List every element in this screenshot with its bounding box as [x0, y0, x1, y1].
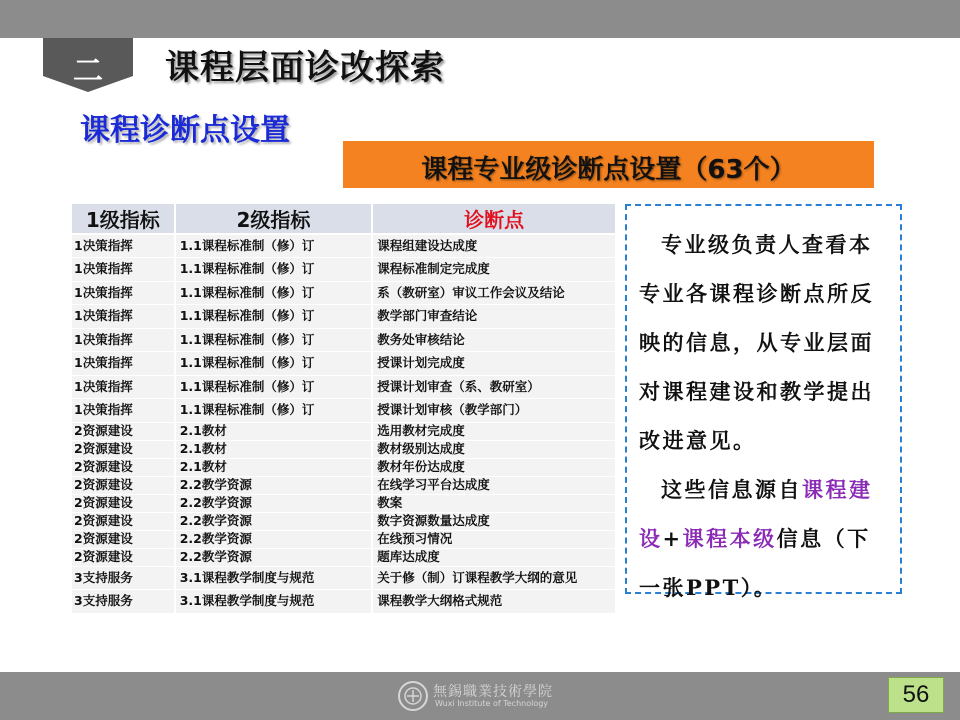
school-emblem-icon [397, 680, 429, 712]
section-badge [43, 38, 133, 92]
cell-level1: 1决策指挥 [72, 375, 175, 399]
cell-level2: 1.1课程标准制（修）订 [175, 281, 373, 305]
cell-level1: 1决策指挥 [72, 399, 175, 423]
page-number: 56 [888, 677, 944, 713]
header-level1: 1级指标 [72, 204, 175, 234]
top-band [0, 0, 960, 38]
cell-level1: 2资源建设 [72, 512, 175, 530]
header-level2: 2级指标 [175, 204, 373, 234]
cell-level2: 3.1课程教学制度与规范 [175, 566, 373, 590]
cell-diagnosis-point: 教务处审核结论 [372, 328, 616, 352]
slide-title: 课程层面诊改探索 [165, 48, 445, 88]
cell-level2: 1.1课程标准制（修）订 [175, 328, 373, 352]
school-name: 無錫職業技術學院 [433, 684, 553, 700]
school-name-english: Wuxi Institute of Technology [435, 699, 549, 708]
cell-level2: 2.1教材 [175, 458, 373, 476]
cell-level1: 2资源建设 [72, 530, 175, 548]
note-paragraph-1 [639, 220, 890, 465]
cell-diagnosis-point: 教案 [372, 494, 616, 512]
table-row [72, 494, 616, 512]
cell-level2: 1.1课程标准制（修）订 [175, 258, 373, 282]
table-row [72, 590, 616, 614]
note-paragraph-2 [639, 465, 890, 612]
cell-diagnosis-point: 关于修（制）订课程教学大纲的意见 [372, 566, 616, 590]
table-row [72, 305, 616, 329]
cell-level1: 2资源建设 [72, 494, 175, 512]
cell-diagnosis-point: 教学部门审查结论 [372, 305, 616, 329]
cell-level1: 3支持服务 [72, 590, 175, 614]
cell-level1: 2资源建设 [72, 548, 175, 566]
cell-diagnosis-point: 教材年份达成度 [372, 458, 616, 476]
school-logo [395, 678, 565, 714]
header-diagnosis-point: 诊断点 [372, 204, 616, 234]
cell-level1: 1决策指挥 [72, 305, 175, 329]
cell-level1: 1决策指挥 [72, 258, 175, 282]
cell-level1: 1决策指挥 [72, 352, 175, 376]
table-row [72, 234, 616, 258]
diagnosis-table [72, 204, 617, 614]
table-row [72, 548, 616, 566]
cell-diagnosis-point: 在线学习平台达成度 [372, 476, 616, 494]
note-highlight-course-building: 课程建设 [639, 477, 873, 551]
table-row [72, 352, 616, 376]
cell-level1: 2资源建设 [72, 458, 175, 476]
table-row [72, 440, 616, 458]
table-row [72, 399, 616, 423]
table-body [72, 234, 616, 613]
cell-diagnosis-point: 教材级别达成度 [372, 440, 616, 458]
table-row [72, 566, 616, 590]
cell-level1: 2资源建设 [72, 440, 175, 458]
note-text-2a: 这些信息源自 [661, 477, 802, 502]
note-box [625, 204, 902, 600]
note-plus: + [662, 526, 683, 551]
cell-diagnosis-point: 授课计划审核（教学部门） [372, 399, 616, 423]
cell-diagnosis-point: 选用教材完成度 [372, 422, 616, 440]
cell-diagnosis-point: 授课计划完成度 [372, 352, 616, 376]
cell-level2: 1.1课程标准制（修）订 [175, 352, 373, 376]
cell-diagnosis-point: 授课计划审查（系、教研室） [372, 375, 616, 399]
table-banner-text: 课程专业级诊断点设置（63个） [421, 155, 796, 185]
cell-level2: 2.1教材 [175, 422, 373, 440]
section-title: 课程诊断点设置 [80, 113, 290, 148]
cell-diagnosis-point: 课程组建设达成度 [372, 234, 616, 258]
cell-level1: 1决策指挥 [72, 234, 175, 258]
note-highlight-course-level: 课程本级 [682, 526, 777, 551]
cell-level2: 1.1课程标准制（修）订 [175, 375, 373, 399]
cell-level1: 1决策指挥 [72, 328, 175, 352]
table-row [72, 375, 616, 399]
table-row [72, 476, 616, 494]
cell-level1: 3支持服务 [72, 566, 175, 590]
badge-number: 二 [73, 54, 103, 89]
cell-diagnosis-point: 在线预习情况 [372, 530, 616, 548]
cell-diagnosis-point: 课程教学大纲格式规范 [372, 590, 616, 614]
cell-level2: 1.1课程标准制（修）订 [175, 305, 373, 329]
cell-level2: 1.1课程标准制（修）订 [175, 399, 373, 423]
cell-level1: 2资源建设 [72, 422, 175, 440]
cell-level2: 2.2教学资源 [175, 494, 373, 512]
table-row [72, 258, 616, 282]
cell-level2: 2.2教学资源 [175, 476, 373, 494]
table-row [72, 422, 616, 440]
table-banner [343, 141, 874, 188]
note-text-1: 专业级负责人查看本专业各课程诊断点所反映的信息，从专业层面对课程建设和教学提出改进意见。 [639, 232, 874, 453]
cell-diagnosis-point: 数字资源数量达成度 [372, 512, 616, 530]
table-header-row [72, 204, 616, 234]
cell-level2: 2.2教学资源 [175, 548, 373, 566]
cell-level1: 1决策指挥 [72, 281, 175, 305]
cell-level2: 1.1课程标准制（修）订 [175, 234, 373, 258]
table-row [72, 328, 616, 352]
cell-diagnosis-point: 课程标准制定完成度 [372, 258, 616, 282]
cell-diagnosis-point: 题库达成度 [372, 548, 616, 566]
cell-level2: 2.1教材 [175, 440, 373, 458]
table-row [72, 458, 616, 476]
table-row [72, 281, 616, 305]
cell-level2: 2.2教学资源 [175, 530, 373, 548]
note-text-2e: 信息（下一张PPT）。 [639, 526, 871, 600]
table-row [72, 512, 616, 530]
table-row [72, 530, 616, 548]
cell-level2: 3.1课程教学制度与规范 [175, 590, 373, 614]
cell-level2: 2.2教学资源 [175, 512, 373, 530]
cell-diagnosis-point: 系（教研室）审议工作会议及结论 [372, 281, 616, 305]
cell-level1: 2资源建设 [72, 476, 175, 494]
